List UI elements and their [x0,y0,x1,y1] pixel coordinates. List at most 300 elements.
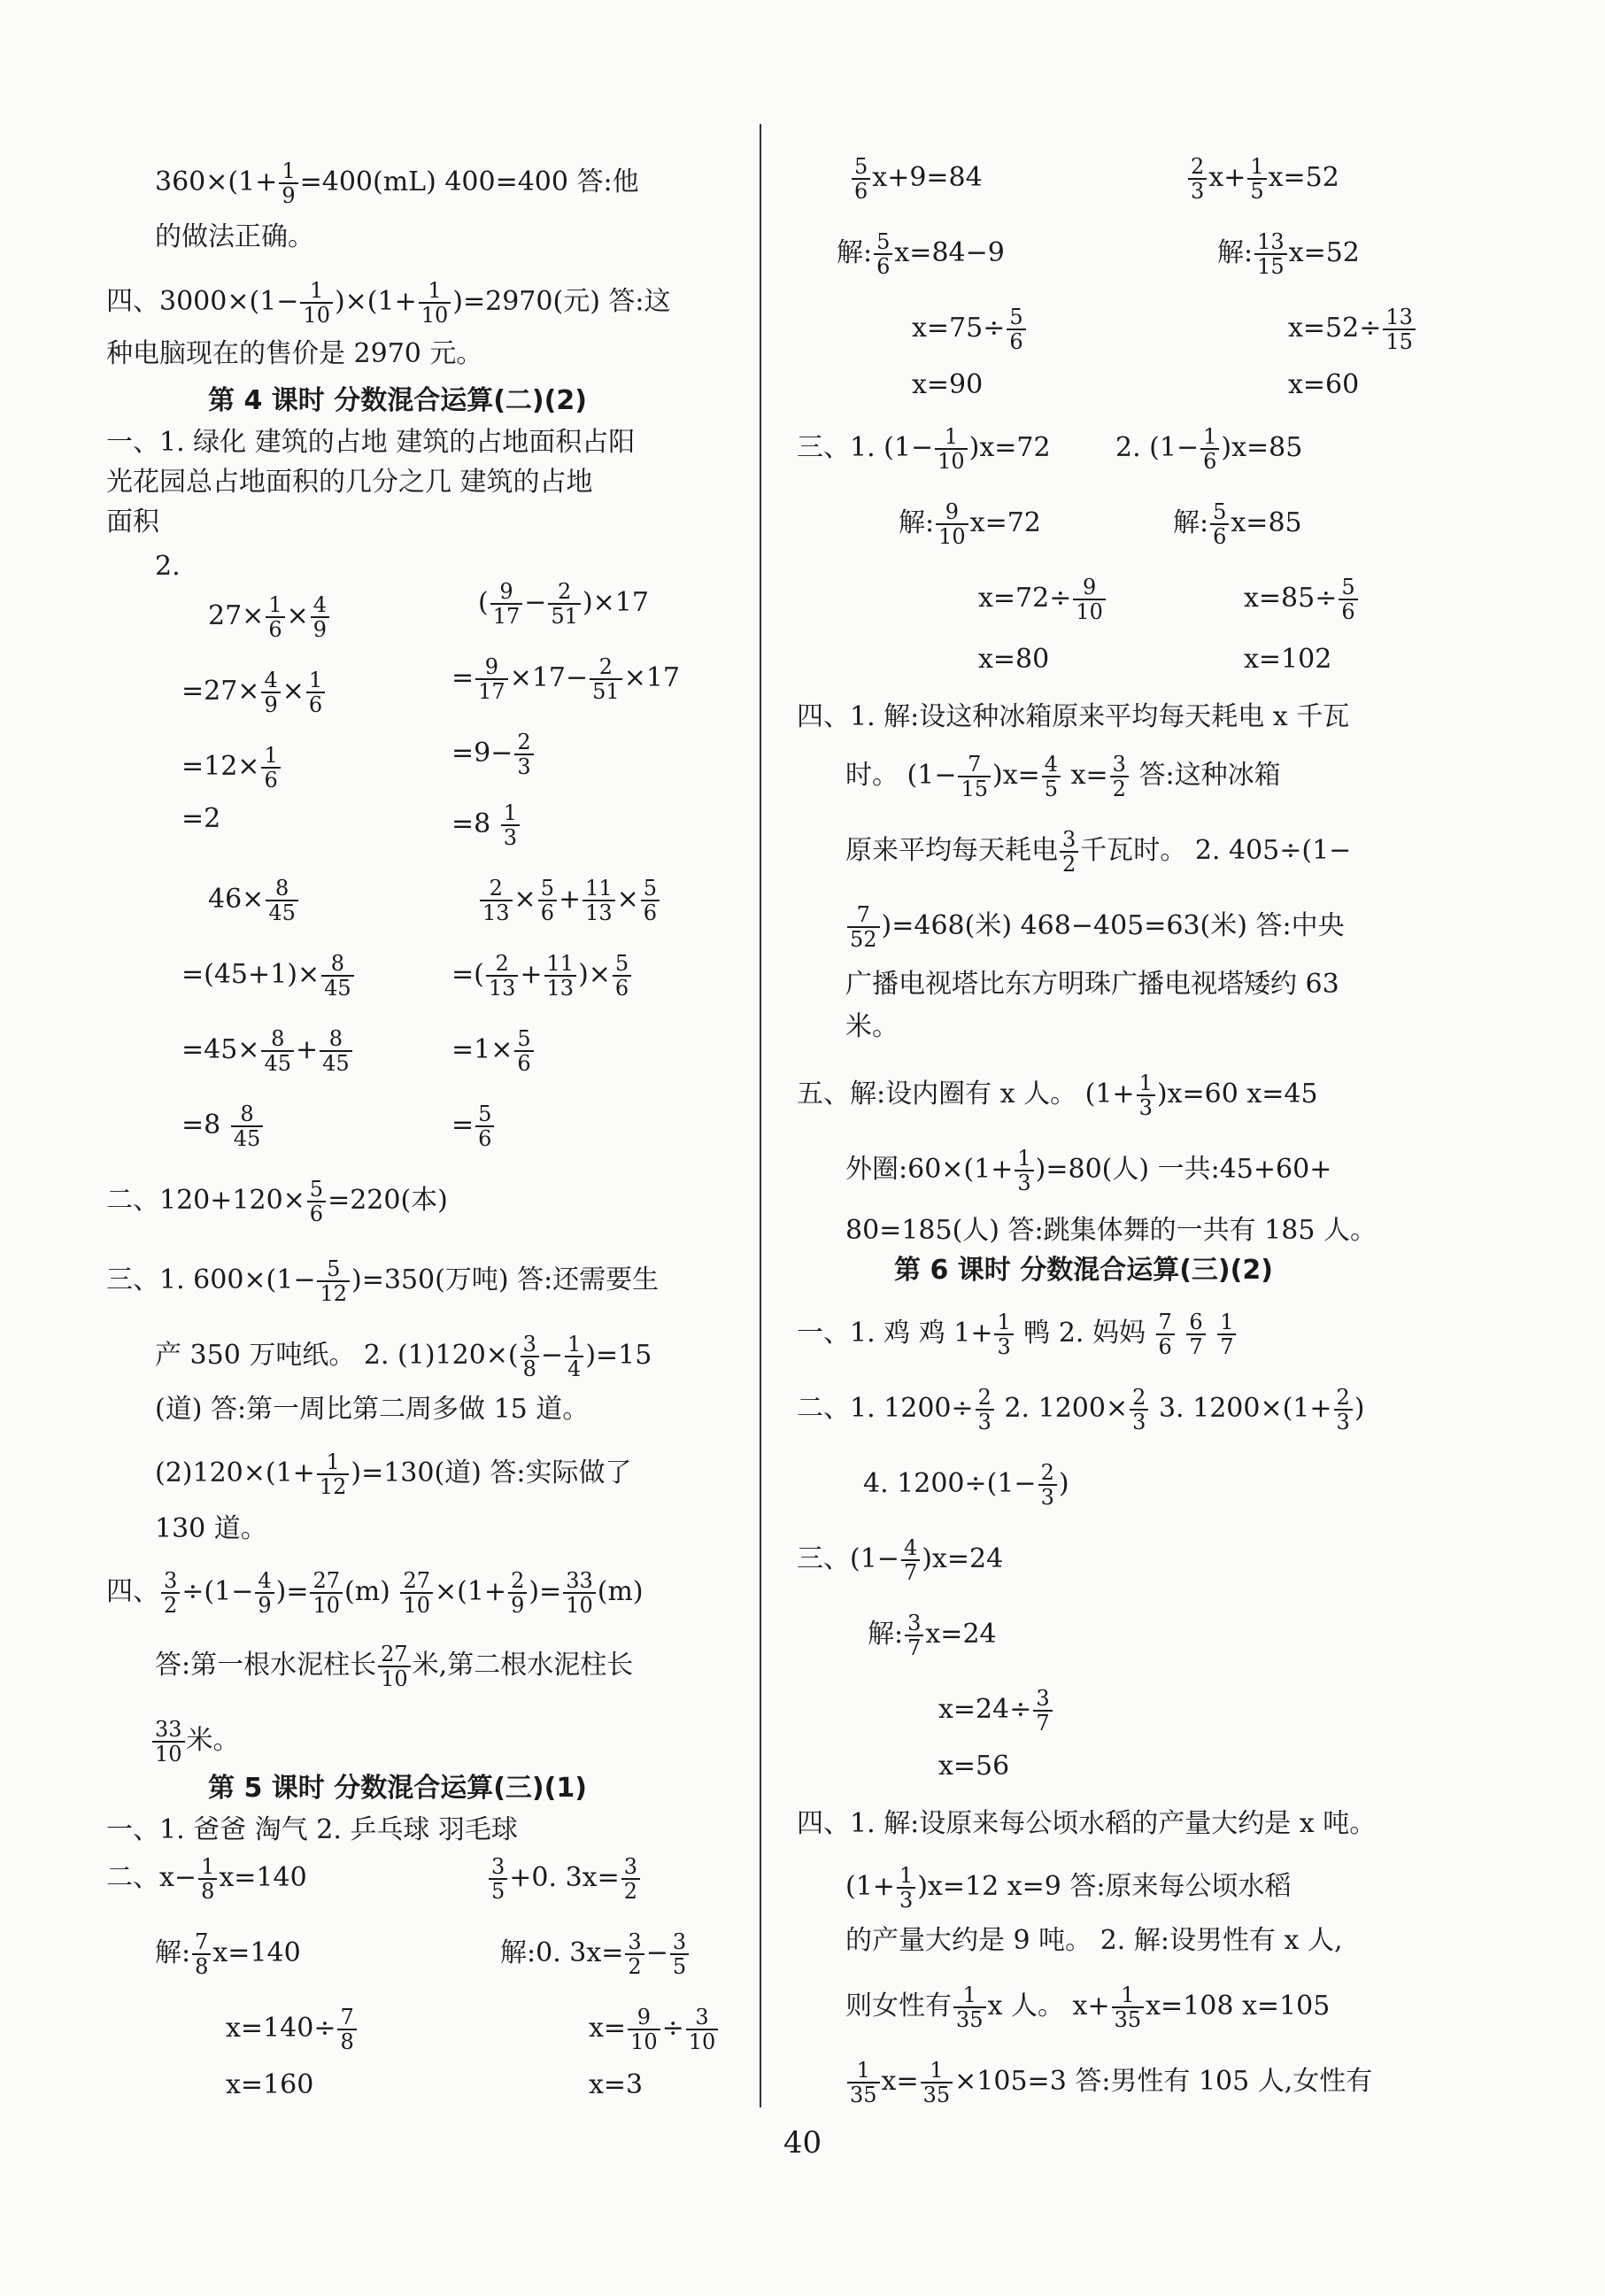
text-run: )x=24 [922,1543,1004,1574]
fraction [317,1450,350,1498]
text-run: 27× [208,600,265,631]
fraction [1033,1687,1052,1735]
numerator: 5 [514,1027,533,1052]
text-run: 三、1. 600×(1− [106,1264,316,1295]
text-line [226,2068,313,2103]
text-line [589,2068,643,2103]
numerator: 1 [897,1864,915,1889]
text-line [155,549,181,584]
numerator: 1 [935,425,968,450]
numerator: 6 [1186,1310,1205,1335]
text-run: 二、1. 1200÷ [797,1393,974,1424]
fraction [1007,305,1025,353]
text-line [845,903,1345,951]
text-run: x=102 [1244,644,1332,675]
text-line [845,1983,1330,2031]
numerator: 1 [300,279,333,304]
text-run: x=52 [1288,237,1360,268]
text-run: 2. 1200× [995,1393,1129,1424]
fraction [261,744,280,792]
text-run [1208,1318,1216,1349]
text-run: )x=60 x=45 [1156,1078,1318,1109]
text-line [208,877,300,924]
text-run: 2. (1− [1115,432,1200,463]
denominator: 15 [961,777,989,801]
text-line [487,1855,642,1903]
fraction [1112,1983,1145,2031]
text-run: x=140 [219,1862,307,1893]
text-run: x= [881,2066,919,2097]
denominator: 3 [1138,1095,1153,1120]
text-run: 广播电视塔比东方明珠广播电视塔矮约 63 [845,969,1339,1000]
text-run: )=350(万吨) 答:还需要生 [351,1264,660,1295]
text-run: x=72÷ [978,583,1072,614]
denominator: 6 [876,254,891,279]
fraction [279,159,297,207]
numerator: 5 [874,230,892,255]
text-run: =12× [181,751,260,782]
numerator: 3 [489,1855,507,1880]
text-line [106,336,482,372]
numerator: 1 [1247,155,1266,180]
fraction [514,1027,533,1075]
text-line [451,952,633,1000]
section-heading [894,1253,1273,1288]
text-run: x=80 [978,644,1050,675]
denominator: 9 [258,1593,272,1618]
text-run: =8 [451,808,499,839]
text-line [845,1923,1343,1959]
denominator: 35 [1114,2007,1142,2032]
denominator: 3 [1017,1171,1031,1195]
text-line [845,1864,1291,1912]
text-run: x= [589,2013,627,2044]
text-run: ) [1354,1393,1365,1424]
text-line [106,1855,307,1903]
numerator: 11 [544,952,577,977]
numerator: 1 [317,1450,350,1475]
text-run: (m) [597,1576,644,1607]
denominator: 10 [403,1593,430,1618]
denominator: 51 [592,679,620,704]
denominator: 2 [628,1954,642,1979]
numerator: 9 [936,500,968,525]
text-run: (1+ [845,1871,895,1902]
text-run: 解: [155,1937,191,1968]
section-heading [208,383,587,419]
numerator: 7 [337,2006,356,2030]
text-line [978,642,1049,677]
text-line [845,967,1339,1002]
text-run: =( [451,959,484,990]
text-run: x=3 [589,2069,644,2100]
text-line [181,744,282,792]
fraction [953,1983,986,2031]
text-line [589,2006,720,2053]
numerator: 8 [231,1102,264,1127]
denominator: 10 [938,524,966,549]
text-run: 三、(1− [797,1543,899,1574]
text-line [478,877,661,924]
text-run: )=468(米) 468−405=63(米) 答:中央 [881,910,1345,941]
denominator: 15 [1257,254,1285,279]
fraction [1383,305,1416,353]
fraction [419,279,451,327]
text-run: )x= [992,760,1040,791]
text-run: 解: [1173,507,1209,538]
fraction [317,1257,350,1305]
fraction [521,1333,539,1380]
fraction [300,279,333,327]
text-run: 解: [868,1619,904,1650]
text-run: 一、1. 绿化 建筑的占地 建筑的占地面积占阳 [106,427,636,458]
denominator: 45 [264,1051,291,1076]
denominator: 12 [320,1281,348,1306]
text-run: 原来平均每天耗电 [845,835,1058,866]
denominator: 6 [1009,329,1023,354]
text-line [845,1213,1377,1248]
text-line [845,1009,899,1045]
fraction [321,952,354,1000]
fraction [486,952,519,1000]
fraction [613,952,631,1000]
fraction [590,655,622,703]
text-run: x=24 [925,1619,997,1650]
text-run: 一、1. 爸爸 淘气 2. 乒乓球 羽毛球 [106,1814,518,1845]
numerator: 3 [1060,828,1078,853]
numerator: 1 [565,1333,583,1357]
text-line [938,1687,1054,1735]
text-run: x= [1062,760,1108,791]
text-line [155,1450,632,1498]
denominator: 3 [899,1888,914,1913]
numerator: 5 [475,1102,494,1127]
denominator: 3 [1132,1410,1146,1434]
numerator: 5 [1210,500,1229,525]
text-line [1173,500,1302,548]
numerator: 7 [958,753,991,777]
text-run: 二、x− [106,1862,197,1893]
fraction [1137,1071,1155,1119]
fraction [847,903,880,951]
denominator: 7 [1036,1711,1050,1736]
denominator: 6 [614,976,629,1001]
numerator: 3 [686,2006,719,2030]
denominator: 13 [482,901,510,925]
text-run: 则女性有 [845,1991,952,2022]
denominator: 45 [322,1051,350,1076]
denominator: 12 [319,1474,347,1499]
numerator: 27 [310,1569,343,1594]
text-run: 答:这种冰箱 [1130,760,1281,791]
text-line [1244,642,1331,677]
text-run: =(45+1)× [181,959,320,990]
text-run: 46× [208,884,265,915]
numerator: 4 [311,593,329,618]
text-run: = [451,662,475,693]
text-line [451,731,536,778]
text-run: 四、1. 解:设这种冰箱原来平均每天耗电 x 千瓦 [797,701,1350,732]
numerator: 2 [508,1569,527,1594]
denominator: 7 [1220,1334,1234,1359]
text-run: 光花园总占地面积的几分之几 建筑的占地 [106,467,593,498]
denominator: 10 [1076,599,1103,624]
denominator: 6 [1341,599,1355,624]
text-run: x=140÷ [226,2013,336,2044]
denominator: 2 [164,1593,178,1618]
text-run: (道) 答:第一周比第二周多做 15 道。 [155,1394,590,1425]
numerator: 13 [1254,230,1287,255]
fraction [628,2006,660,2053]
fraction [1247,155,1266,203]
fraction [670,1930,689,1978]
text-run: x 人。 x+ [987,1991,1110,2022]
numerator: 8 [320,1027,352,1052]
text-run [1177,1318,1185,1349]
fraction [198,1855,217,1903]
text-run: =400(mL) 400=400 答:他 [299,166,639,197]
numerator: 2 [590,655,622,680]
numerator: 4 [261,669,280,693]
text-run: ×17− [509,662,589,693]
numerator: 9 [490,580,523,605]
text-line [106,425,635,460]
text-run: ×(1+ [434,1576,507,1607]
text-line [226,2006,359,2053]
text-line [451,801,521,849]
numerator: 3 [161,1569,180,1594]
text-line [155,159,639,207]
fraction [548,580,581,628]
denominator: 3 [517,754,531,779]
text-line [797,1310,1238,1358]
denominator: 3 [1191,179,1205,204]
denominator: 2 [623,1879,638,1904]
text-line [150,1718,240,1766]
numerator: 1 [994,1310,1013,1335]
text-line [1244,576,1360,623]
denominator: 8 [195,1954,209,1979]
numerator: 4 [901,1536,920,1561]
text-run: ÷(1− [181,1576,254,1607]
text-run: 米。 [186,1725,240,1756]
text-run: 答:第一根水泥柱长 [155,1650,377,1681]
text-run: )×(1+ [334,286,417,317]
text-run: ×17 [623,662,680,693]
numerator: 1 [279,159,297,184]
text-run: 解: [837,237,873,268]
fraction [976,1386,994,1434]
fraction [231,1102,264,1150]
numerator: 2 [1334,1386,1353,1411]
text-line [868,1612,997,1659]
denominator: 4 [567,1357,582,1381]
denominator: 6 [517,1051,531,1076]
fraction [490,580,523,628]
fraction [311,593,329,641]
numerator: 33 [152,1718,185,1743]
text-run: − [540,1340,564,1371]
text-run: + [296,1034,319,1065]
denominator: 6 [1158,1334,1172,1359]
numerator: 5 [307,1178,326,1202]
numerator: 1 [953,1983,986,2008]
numerator: 9 [1073,576,1106,600]
text-run: + [558,884,582,915]
text-run: x=85÷ [1244,583,1338,614]
denominator: 52 [850,927,877,952]
numerator: 2 [548,580,581,605]
text-run: 三、1. (1− [797,432,934,463]
fraction [565,1333,583,1380]
fraction [1015,1147,1033,1194]
fraction [1130,1386,1148,1434]
text-run: =45× [181,1034,260,1065]
numerator: 8 [266,877,298,901]
fraction [307,1178,326,1225]
fraction [508,1569,527,1617]
numerator: 2 [976,1386,994,1411]
numerator: 27 [400,1569,433,1594]
text-run: 外圈:60×(1+ [845,1154,1014,1185]
text-line [1288,305,1417,353]
numerator: 11 [583,877,615,901]
text-run: 千瓦时。 2. 405÷(1− [1080,835,1352,866]
denominator: 6 [540,901,554,925]
fraction [874,230,892,278]
fraction [1200,425,1219,473]
fraction [255,1569,274,1617]
text-run: 鸭 2. 妈妈 [1015,1318,1154,1349]
denominator: 3 [1040,1485,1054,1510]
fraction [897,1864,915,1912]
numerator: 3 [621,1855,640,1880]
text-line [845,828,1351,876]
text-run: 米。 [845,1011,899,1042]
text-run: × [513,884,536,915]
text-run: 产 350 万吨纸。 2. (1)120×( [155,1340,519,1371]
denominator: 9 [511,1593,525,1618]
text-run: )=130(道) 答:实际做了 [351,1457,632,1488]
numerator: 2 [1130,1386,1148,1411]
text-run: x=52 [1268,162,1339,193]
text-run: =1× [451,1034,513,1065]
fraction [1073,576,1106,623]
denominator: 10 [421,303,449,328]
numerator: 1 [198,1855,217,1880]
fraction [514,731,533,778]
numerator: 8 [261,1027,294,1052]
numerator: 2 [514,731,533,755]
text-line [845,753,1281,800]
numerator: 3 [521,1333,539,1357]
fraction [686,2006,719,2053]
text-run: 解: [1217,237,1254,268]
text-line [1115,425,1302,473]
text-run: 解: [899,507,935,538]
text-run: )=15 [585,1340,652,1371]
numerator: 7 [192,1930,211,1955]
text-run: 360×(1+ [155,166,278,197]
text-run: 的做法正确。 [155,221,314,252]
text-line [912,367,983,403]
fraction [936,500,968,548]
text-line [478,580,649,628]
fraction [501,801,520,849]
text-line [106,1569,644,1617]
text-run: x=140 [212,1937,301,1968]
text-line [155,220,314,255]
denominator: 7 [1189,1334,1203,1359]
text-run: =9− [451,738,513,769]
section-heading [208,1771,587,1806]
text-line [797,1536,1003,1584]
numerator: 1 [1112,1983,1145,2008]
text-run: × [286,600,309,631]
text-run: )x=85 [1221,432,1303,463]
text-run: =2 [181,803,221,834]
text-run: − [645,1937,668,1968]
text-line [181,801,220,837]
fraction [852,155,870,203]
fraction [994,1310,1013,1358]
text-line [863,1461,1069,1509]
denominator: 6 [854,179,868,204]
fraction [1188,155,1207,203]
denominator: 7 [907,1635,922,1660]
text-run: 时。 (1− [845,760,957,791]
numerator: 2 [1038,1461,1057,1486]
fraction [544,952,577,1000]
denominator: 6 [1213,524,1227,549]
fraction [1186,1310,1205,1358]
text-line [106,279,671,327]
numerator: 1 [261,744,280,769]
fraction [921,2059,953,2107]
text-line [106,505,159,540]
text-run: )= [275,1576,309,1607]
numerator: 9 [628,2006,660,2030]
fraction [480,877,513,924]
numerator: 1 [921,2059,953,2083]
denominator: 17 [492,604,521,629]
text-line [155,1930,301,1978]
denominator: 5 [1044,777,1059,801]
denominator: 8 [201,1879,215,1904]
fraction [641,877,660,924]
text-run: )= [529,1576,562,1607]
page-number: 40 [783,2125,822,2161]
denominator: 35 [922,2083,951,2107]
denominator: 9 [313,617,328,642]
text-run: +0. 3x= [509,1862,620,1893]
text-run: 五、解:设内圈有 x 人。 (1+ [797,1078,1135,1109]
numerator: 1 [419,279,451,304]
denominator: 15 [1385,329,1413,354]
text-run: 一、1. 鸡 鸡 1+ [797,1318,993,1349]
numerator: 5 [1007,305,1025,330]
numerator: 1 [266,593,284,618]
fraction [1038,1461,1057,1509]
denominator: 2 [1062,852,1076,877]
denominator: 3 [977,1410,992,1434]
text-run: )x=12 x=9 答:原来每公顷水稻 [917,1871,1292,1902]
text-run: =8 [181,1109,229,1140]
text-line [106,1178,448,1225]
denominator: 5 [1250,179,1264,204]
fraction [935,425,968,473]
numerator: 5 [317,1257,350,1282]
